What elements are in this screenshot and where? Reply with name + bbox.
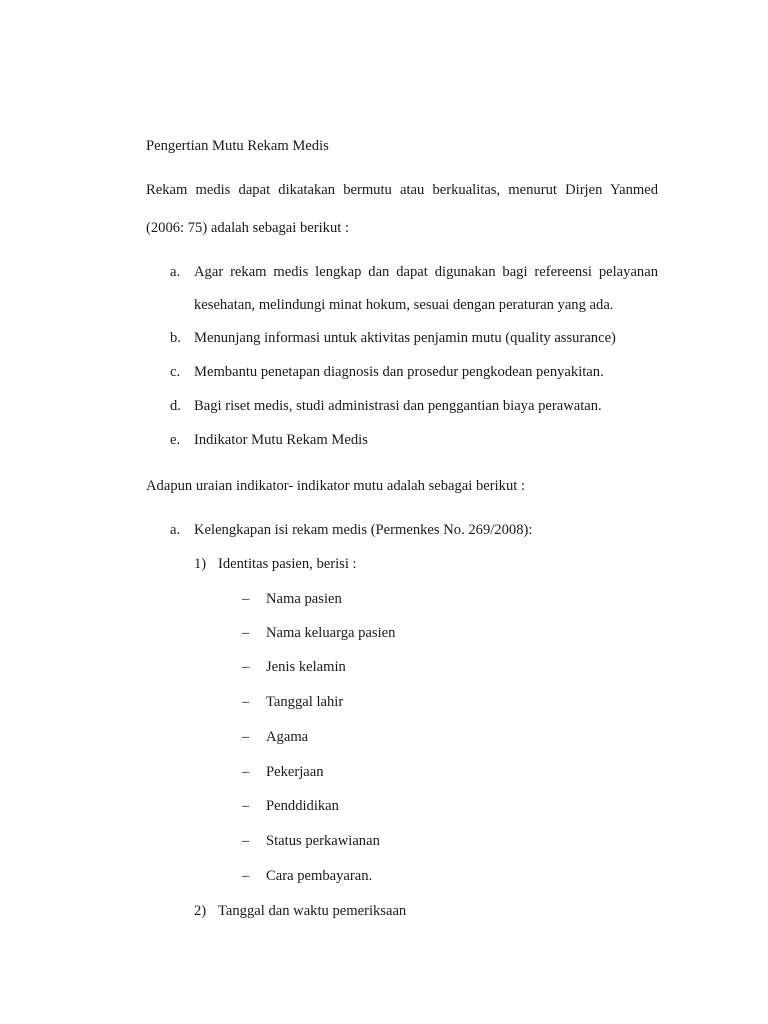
list-item-text: Indikator Mutu Rekam Medis [194, 432, 368, 448]
indicators-intro: Adapun uraian indikator- indikator mutu adalah sebagai berikut : [146, 478, 526, 494]
list-marker: d. [170, 398, 181, 414]
identity-item: Agama [266, 729, 309, 745]
intro-paragraph-line-2: (2006: 75) adalah sebagai berikut : [146, 220, 350, 236]
dash-bullet: – [242, 591, 250, 607]
dash-bullet: – [242, 868, 250, 884]
dash-bullet: – [242, 764, 250, 780]
dash-bullet: – [242, 659, 250, 675]
list-item-text: Agar rekam medis lengkap dan dapat digunakan bagi refereensi pelayanan [194, 264, 658, 280]
dash-bullet: – [242, 625, 250, 641]
list-marker: e. [170, 432, 181, 448]
list-item-text-continued: kesehatan, melindungi minat hokum, sesuai dengan peraturan yang ada. [194, 297, 614, 313]
identity-item: Pekerjaan [266, 764, 324, 780]
list-marker: a. [170, 264, 181, 280]
dash-bullet: – [242, 729, 250, 745]
identity-item: Penddidikan [266, 798, 339, 814]
identity-item: Nama pasien [266, 591, 342, 607]
section-heading: Pengertian Mutu Rekam Medis [146, 138, 329, 154]
sublist-marker: 2) [194, 903, 207, 919]
identity-item: Jenis kelamin [266, 659, 346, 675]
dash-bullet: – [242, 798, 250, 814]
list-item-text: Membantu penetapan diagnosis dan prosedur pengkodean penyakitan. [194, 364, 604, 380]
identity-item: Nama keluarga pasien [266, 625, 396, 641]
sublist-marker: 1) [194, 556, 207, 572]
sublist-item-text: Identitas pasien, berisi : [218, 556, 357, 572]
list-marker: a. [170, 522, 181, 538]
sublist-item-text: Tanggal dan waktu pemeriksaan [218, 903, 407, 919]
list-item-text: Bagi riset medis, studi administrasi dan penggantian biaya perawatan. [194, 398, 602, 414]
identity-item: Cara pembayaran. [266, 868, 373, 884]
intro-paragraph-line-1: Rekam medis dapat dikatakan bermutu atau berkualitas, menurut Dirjen Yanmed [146, 182, 658, 198]
list-item-text: Menunjang informasi untuk aktivitas penjamin mutu (quality assurance) [194, 330, 616, 346]
dash-bullet: – [242, 833, 250, 849]
list-marker: b. [170, 330, 181, 346]
identity-item: Status perkawianan [266, 833, 380, 849]
list-item-text: Kelengkapan isi rekam medis (Permenkes No. 269/2008): [194, 522, 533, 538]
list-marker: c. [170, 364, 181, 380]
identity-item: Tanggal lahir [266, 694, 344, 710]
dash-bullet: – [242, 694, 250, 710]
